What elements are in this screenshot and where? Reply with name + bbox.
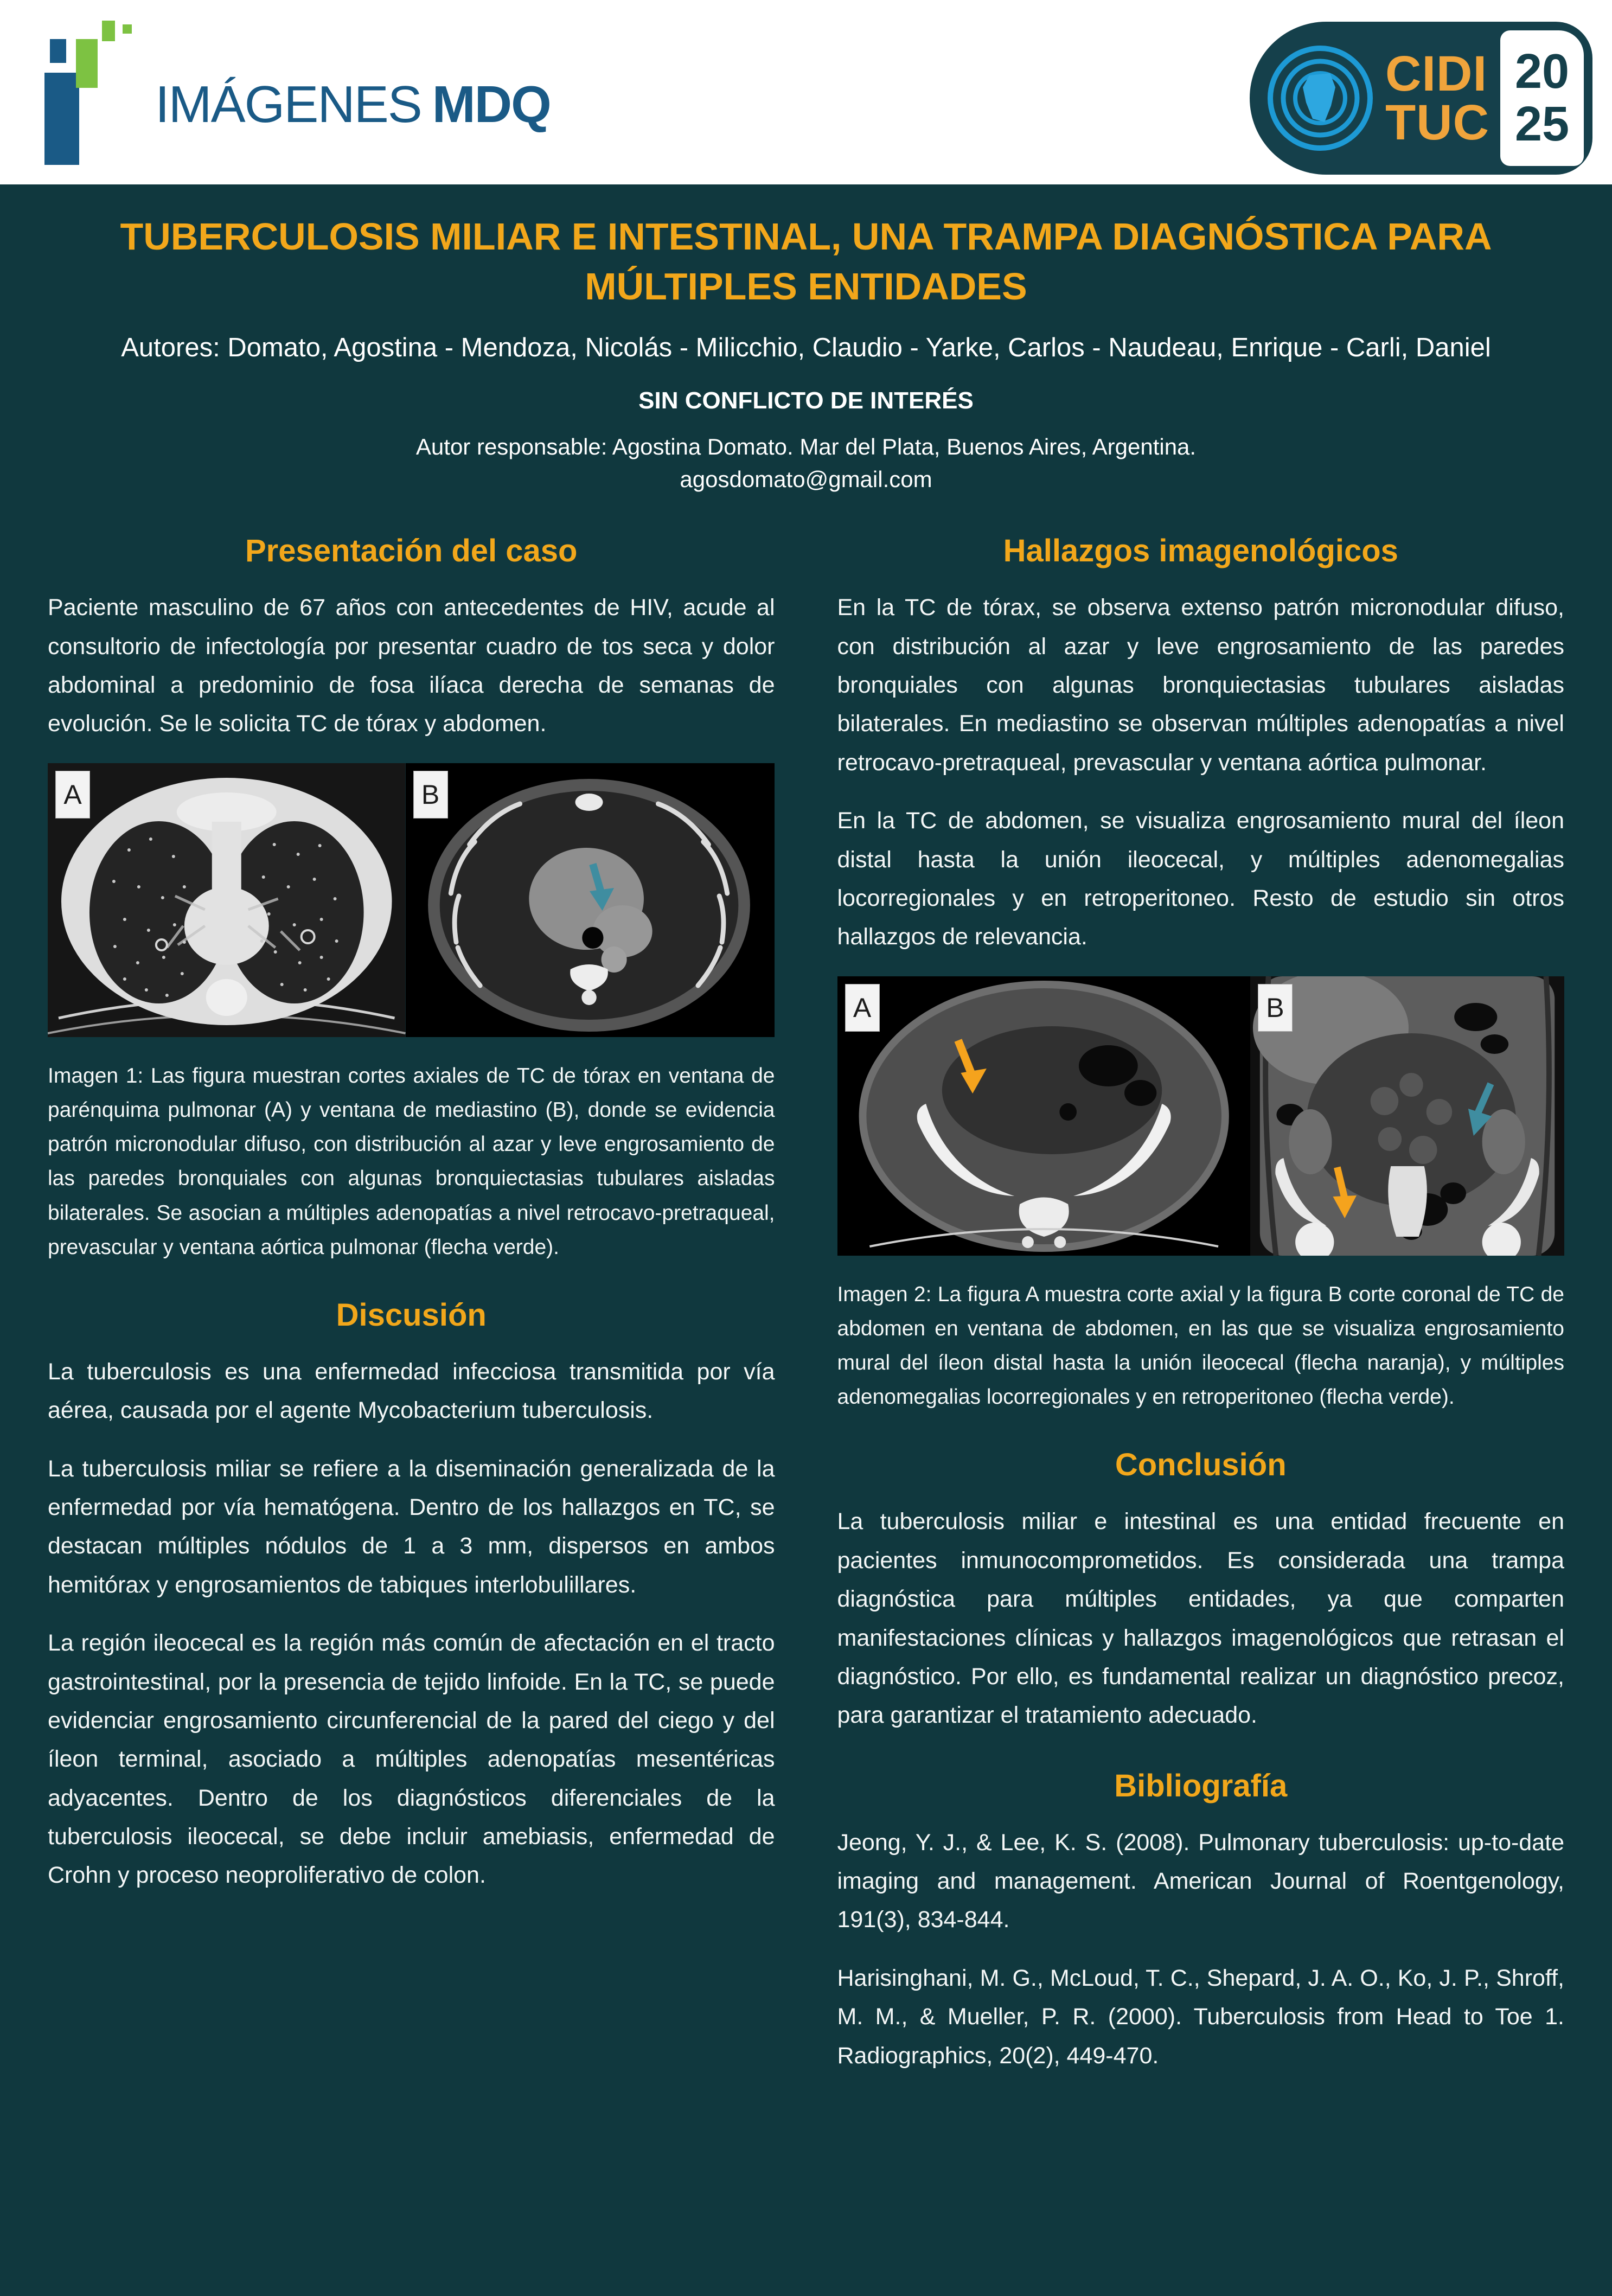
section-heading-presentacion: Presentación del caso [245,533,578,569]
year-top: 20 [1514,44,1570,99]
conclusion-paragraph: La tuberculosis miliar e intestinal es una entidad frecuente en pacientes inmunocomprometidos. Es considerada una trampa diagnóstica para múltiples entidades, ya que comparten manifestaciones clínicas y hallazgos imagenológicos que retrasan el diagnóstico. Por ello, es fundamental realizar un diagnóstico precoz, para garantizar el tratamiento adecuado. [837,1508,1564,1729]
poster-title: TUBERCULOSIS MILIAR E INTESTINAL, UNA TRAMPA DIAGNÓSTICA PARA MÚLTIPLES ENTIDADES [120,215,1492,308]
figure1-caption: Imagen 1: Las figura muestran cortes axiales de TC de tórax en ventana de parénquima pulmonar (A) y ventana de mediastino (B), donde se evidencia patrón micronodular difuso, con distribución al azar y leve engrosamiento de las paredes bronquiales con algunas bronquiectasias tubulares aisladas bilaterales. Se asocian a múltiples adenopatías a nivel retrocavo-pretraqueal, prevascular y ventana aórtica pulmonar (flecha verde). [48,1064,775,1259]
discussion-paragraph: La tuberculosis es una enfermedad infecciosa transmitida por vía aérea, causada por el agente Mycobacterium tuberculosis. [48,1358,775,1424]
figure2-panel-b [1250,976,1564,1256]
discussion-paragraph: La región ileocecal es la región más común de afectación en el tracto gastrointestinal, por la presencia de tejido linfoide. En la TC, se puede evidenciar engrosamiento circunferencial de la pared del ciego y del íleon terminal, asociado a múltiples adenopatías mesentéricas adyacentes. Dentro de los diagnósticos diferenciales de la tuberculosis ileocecal, se debe incluir amebiasis, enfermedad de Crohn y proceso neoproliferativo de colon. [48,1630,775,1889]
right-column [837,533,1565,2095]
findings-paragraph: En la TC de tórax, se observa extenso patrón micronodular difuso, con distribución al azar y leve engrosamiento de las paredes bronquiales con algunas bronquiectasias tubulares aisladas bilaterales. En mediastino se observan múltiples adenopatías a nivel retrocavo-pretraqueal, prevascular y ventana aórtica pulmonar. [837,594,1564,776]
figure2-panel-a [837,976,1250,1256]
ct-abdomen-coronal-image [1250,976,1564,1256]
figure1-panel-a [48,763,406,1037]
section-heading-discusion: Discusión [336,1297,487,1333]
imagenes-mdq-logo-text [155,75,551,170]
authors-line: Autores: Domato, Agostina - Mendoza, Nicolás - Milicchio, Claudio - Yarke, Carlos - Naudeau, Enrique - Carli, Daniel [121,332,1491,362]
case-paragraph: Paciente masculino de 67 años con antecedentes de HIV, acude al consultorio de infectología por presentar cuadro de tos seca y dolor abdominal a predominio de fosa ilíaca derecha de semanas de evolución. Se le solicita TC de tórax y abdomen. [48,594,775,737]
tuc-text: TUC [1385,95,1490,150]
discussion-paragraph: La tuberculosis miliar se refiere a la diseminación generalizada de la enfermedad por vía hematógena. Dentro de los hallazgos en TC, se destacan múltiples nódulos de 1 a 3 mm, dispersos en ambos hemitórax y engrosamientos de tabiques interlobulillares. [48,1455,775,1598]
imagenes-mdq-logo [44,14,551,170]
responsible-author-line: Autor responsable: Agostina Domato. Mar del Plata, Buenos Aires, Argentina. [415,434,1197,460]
header [0,0,1612,184]
reference-item: Harisinghani, M. G., McLoud, T. C., Shepard, J. A. O., Ko, J. P., Shroff, M. M., & Mueller, P. R. (2000). Tuberculosis from Head to Toe 1. Radiographics, 20(2), 449-470. [837,1965,1564,2069]
cidi-tuc-wordmark [1385,46,1490,150]
year-bottom: 25 [1514,97,1570,151]
ct-chest-lung-window-image [48,763,406,1037]
section-heading-conclusion: Conclusión [1115,1447,1287,1483]
year-badge [1500,30,1584,166]
conflict-statement: SIN CONFLICTO DE INTERÉS [638,387,974,414]
section-heading-hallazgos: Hallazgos imagenológicos [1003,533,1398,569]
globe-rings-icon [1264,42,1377,155]
figure1-ct-chest [48,763,775,1037]
logo-text-bold: MDQ [432,75,551,133]
cidi-tuc-2025-logo [1250,22,1592,175]
left-column [48,533,775,2095]
ct-chest-mediastinum-window-image [406,763,775,1037]
reference-item: Jeong, Y. J., & Lee, K. S. (2008). Pulmonary tuberculosis: up-to-date imaging and management. American Journal of Roentgenology, 191(3), 834-844. [837,1829,1564,1933]
figure2-caption: Imagen 2: La figura A muestra corte axial y la figura B corte coronal de TC de abdomen en ventana de abdomen, en las que se visualiza engrosamiento mural del íleon distal hasta la unión ileocecal (flecha naranja), y múltiples adenomegalias locorregionales y en retroperitoneo (flecha verde). [837,1282,1564,1409]
figure1-panel-b [406,763,775,1037]
panel-label: B [1258,984,1293,1032]
figure2-ct-abdomen [837,976,1565,1256]
logo-text-regular: IMÁGENES [155,75,421,133]
contact-email: agosdomato@gmail.com [680,466,932,493]
panel-label: A [55,771,90,818]
section-heading-bibliografia: Bibliografía [1114,1768,1288,1803]
content-columns [0,533,1612,2095]
ct-abdomen-axial-image [837,976,1250,1256]
panel-label: A [845,984,880,1032]
findings-paragraph: En la TC de abdomen, se visualiza engrosamiento mural del íleon distal hasta la unión ileocecal, y múltiples adenomegalias locorregionales y en retroperitoneo. Resto de estudio sin otros hallazgos de relevancia. [837,808,1564,950]
imagenes-mdq-logo-icon [44,14,146,170]
cidi-text: CIDI [1385,46,1487,101]
panel-label: B [413,771,448,818]
